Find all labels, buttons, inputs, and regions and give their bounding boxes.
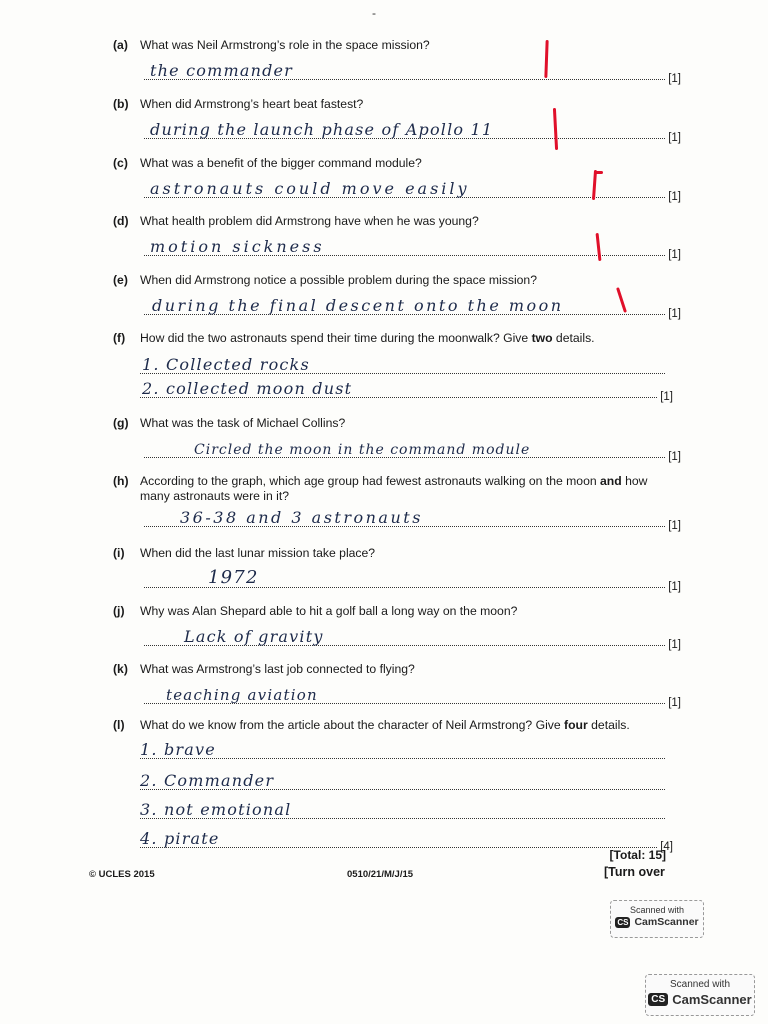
- handwritten-answer: 3. not emotional: [140, 800, 292, 819]
- page-top-mark: -: [372, 6, 376, 20]
- question-letter: (l): [113, 718, 125, 732]
- handwritten-answer: 1. brave: [140, 740, 216, 759]
- handwritten-answer: 36-38 and 3 astronauts: [180, 508, 423, 527]
- question-letter: (b): [113, 97, 129, 111]
- question-text: What was the task of Michael Collins?: [140, 416, 346, 430]
- answer-line[interactable]: [140, 759, 665, 790]
- question-text: What was Neil Armstrong’s role in the space mission?: [140, 38, 430, 52]
- question-a: [113, 38, 681, 85]
- question-text: What was Armstrong’s last job connected to flying?: [140, 662, 415, 676]
- answer-line[interactable]: [144, 288, 681, 320]
- question-emphasis: four: [564, 718, 588, 732]
- turn-over: [Turn over: [604, 865, 665, 879]
- question-c: [113, 156, 681, 203]
- answer-line[interactable]: [144, 619, 681, 651]
- question-letter: (i): [113, 546, 125, 560]
- question-text: What do we know from the article about the character of Neil Armstrong? Give: [140, 718, 565, 732]
- scanner-watermark-large: [645, 974, 755, 1016]
- question-letter: (g): [113, 416, 129, 430]
- answer-line[interactable]: [140, 374, 673, 403]
- mark-allocation: [1]: [668, 249, 681, 261]
- question-b: [113, 97, 681, 144]
- question-text: When did Armstrong notice a possible problem during the space mission?: [140, 273, 537, 287]
- red-tick-mark: [595, 171, 603, 174]
- question-d: [113, 214, 681, 261]
- mark-allocation: [1]: [668, 73, 681, 85]
- question-text-end: details.: [552, 331, 595, 345]
- mark-allocation: [1]: [668, 132, 681, 144]
- question-letter: (c): [113, 156, 128, 170]
- answer-line[interactable]: [144, 431, 681, 463]
- question-text: When did the last lunar mission take place?: [140, 546, 376, 560]
- question-text: According to the graph, which age group had fewest astronauts walking on the moon: [140, 474, 601, 488]
- question-l: [113, 718, 673, 853]
- camscanner-logo-icon: CS: [617, 917, 629, 927]
- question-text: What was a benefit of the bigger command module?: [140, 156, 422, 170]
- question-letter: (a): [113, 38, 128, 52]
- handwritten-answer: 1. Collected rocks: [142, 355, 310, 374]
- total-marks: [Total: 15]: [609, 848, 666, 862]
- answer-line[interactable]: [140, 346, 665, 374]
- handwritten-answer: during the launch phase of Apollo 11: [150, 120, 494, 139]
- answer-line[interactable]: [140, 790, 665, 819]
- camscanner-logo-icon: CS: [648, 993, 668, 1006]
- answer-line[interactable]: [144, 677, 681, 709]
- scanner-name: CamScanner: [634, 916, 699, 928]
- question-emphasis: two: [531, 331, 553, 345]
- answer-line[interactable]: [144, 561, 681, 593]
- question-letter: (h): [113, 474, 129, 488]
- mark-allocation: [1]: [668, 191, 681, 203]
- handwritten-answer: 2. Commander: [140, 771, 275, 790]
- question-letter: (j): [113, 604, 125, 618]
- scanner-caption: Scanned with: [629, 905, 685, 915]
- question-text: What health problem did Armstrong have when he was young?: [140, 214, 479, 228]
- handwritten-answer: 2. collected moon dust: [142, 379, 353, 398]
- handwritten-answer: the commander: [150, 61, 294, 80]
- question-text: Why was Alan Shepard able to hit a golf ball a long way on the moon?: [140, 604, 518, 618]
- handwritten-answer: teaching aviation: [166, 686, 318, 704]
- answer-line[interactable]: [144, 112, 681, 144]
- question-text-end: details.: [587, 718, 630, 732]
- answer-line[interactable]: [144, 53, 681, 85]
- question-k: [113, 662, 681, 709]
- answer-line[interactable]: [144, 504, 681, 532]
- scanner-caption: Scanned with: [669, 979, 731, 990]
- question-h: [113, 474, 681, 532]
- scanner-name: CamScanner: [672, 992, 752, 1007]
- paper-code: 0510/21/M/J/15: [347, 869, 414, 880]
- mark-allocation: [1]: [668, 697, 681, 709]
- handwritten-answer: 4. pirate: [140, 829, 220, 848]
- mark-allocation: [1]: [668, 451, 681, 463]
- handwritten-answer: astronauts could move easily: [150, 179, 470, 198]
- question-j: [113, 604, 681, 651]
- question-letter: (f): [113, 331, 126, 345]
- question-letter: (d): [113, 214, 129, 228]
- question-f: [113, 331, 673, 403]
- answer-line[interactable]: [144, 229, 681, 261]
- handwritten-answer: during the final descent onto the moon: [152, 296, 564, 315]
- answer-line[interactable]: [144, 171, 681, 203]
- answer-line[interactable]: [140, 819, 673, 853]
- question-letter: (e): [113, 273, 128, 287]
- question-emphasis: and: [600, 474, 622, 488]
- mark-allocation: [1]: [668, 581, 681, 593]
- answer-line[interactable]: [140, 733, 665, 759]
- scanner-watermark: [610, 900, 704, 938]
- mark-allocation: [1]: [668, 308, 681, 320]
- handwritten-answer: Lack of gravity: [184, 627, 324, 646]
- question-g: [113, 416, 681, 463]
- handwritten-answer: 1972: [208, 567, 259, 588]
- handwritten-answer: Circled the moon in the command module: [194, 442, 531, 458]
- question-e: [113, 273, 681, 320]
- question-text: When did Armstrong’s heart beat fastest?: [140, 97, 364, 111]
- mark-allocation: [1]: [668, 639, 681, 651]
- mark-allocation: [1]: [668, 520, 681, 532]
- question-i: [113, 546, 681, 593]
- question-text-end: how many astronauts were in it?: [140, 474, 648, 503]
- mark-allocation: [4]: [660, 841, 673, 853]
- copyright: © UCLES 2015: [89, 869, 155, 880]
- handwritten-answer: motion sickness: [150, 237, 325, 256]
- question-letter: (k): [113, 662, 128, 676]
- mark-allocation: [1]: [660, 391, 673, 403]
- question-text: How did the two astronauts spend their time during the moonwalk? Give: [140, 331, 532, 345]
